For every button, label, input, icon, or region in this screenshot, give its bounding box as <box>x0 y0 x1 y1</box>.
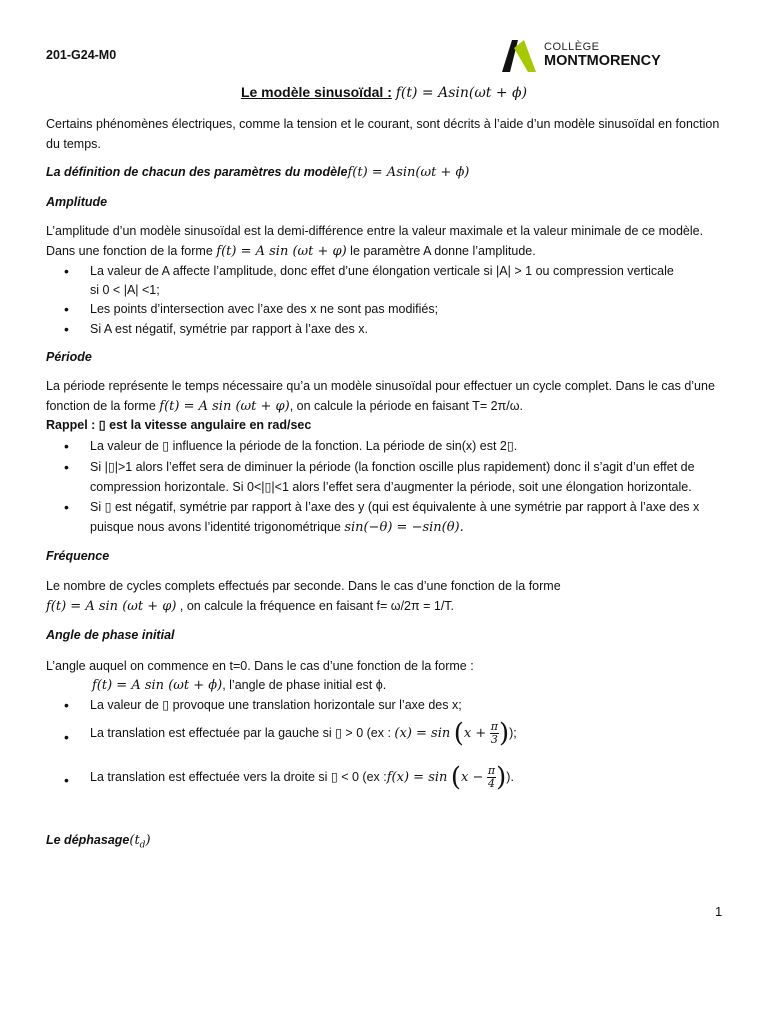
college-logo <box>500 38 680 74</box>
periode-bullet-3: Si ▯ est négatif, symétrie par rapport à l’axe des y (qui est équivalente à une symétrie par rapport à l’axe des x <box>90 500 700 514</box>
periode-bullet-1: La valeur de ▯ influence la période de la fonction. La période de sin(x) est 2▯. <box>90 439 518 453</box>
fraction-pi-over-3: $\frac{\pi}{3}$ <box>490 720 498 747</box>
amplitude-bullet-2: Les points d’intersection avec l’axe des x ne sont pas modifiés; <box>90 302 439 316</box>
course-code: 201-G24-M0 <box>46 48 117 62</box>
bullet-dot: • <box>64 321 69 337</box>
periode-rappel: Rappel : ▯ est la vitesse angulaire en rad/sec <box>46 418 312 432</box>
phase-bullet-1: La valeur de ▯ provoque une translation horizontale sur l’axe des x; <box>90 698 462 712</box>
amplitude-line1: L’amplitude d’un modèle sinusoïdal est la demi-différence entre la valeur maximale et la valeur minimale de ce modèle. <box>46 224 704 238</box>
amplitude-bullet-1-cont: si 0 < |A| <1; <box>90 283 160 297</box>
phase-line1: L’angle auquel on commence en t=0. Dans le cas d’une fonction de la forme : <box>46 659 474 673</box>
definition-heading: La définition de chacun des paramètres du modèlef(t) = Asin(ωt + ϕ) <box>46 165 470 180</box>
periode-bullet-3-cont: puisque nous avons l’identité trigonométrique sin(−θ) = −sin(θ). <box>90 520 464 535</box>
logo-line1: COLLÈGE <box>544 41 600 53</box>
bullet-dot: • <box>64 459 69 475</box>
dephasage-heading: Le $déphasage(t_d)$ <box>46 833 151 851</box>
phase-bullet-2: La translation est effectuée par la gauche si ▯ > 0 (ex : (x) = sin (x + $\frac{\pi}{3}$ )); <box>90 718 517 749</box>
bullet-dot: • <box>64 438 69 454</box>
bullet-dot: • <box>64 772 69 788</box>
frequence-formula: f(t) = A sin (ωt + φ) <box>46 599 177 614</box>
frequence-line2: f(t) = A sin (ωt + φ) , on calcule la fréquence en faisant f= ω/2π = 1/T. <box>46 599 455 614</box>
title-formula: f(t) = Asin(ωt + ϕ) <box>395 85 528 101</box>
amplitude-formula: f(t) = A sin (ωt + φ) <box>216 244 347 259</box>
periode-bullet-2: Si |▯|>1 alors l’effet sera de diminuer la période (la fonction oscille plus rapidement) donc il s’agit d’un effet de <box>90 460 695 474</box>
bullet-dot: • <box>64 729 69 745</box>
periode-heading: Période <box>46 350 92 364</box>
page-title <box>0 84 768 101</box>
phase-line2: f(t) = A sin (ωt + ϕ), l’angle de phase initial est ϕ. <box>92 678 387 693</box>
page-number: 1 <box>715 904 723 919</box>
phase-formula: f(t) = A sin (ωt + ϕ) <box>92 678 223 693</box>
phase-heading: Angle de phase initial <box>46 628 175 642</box>
definition-formula: f(t) = Asin(ωt + ϕ) <box>347 165 470 180</box>
amplitude-heading: Amplitude <box>46 195 108 209</box>
amplitude-bullet-1: La valeur de A affecte l’amplitude, donc effet d’une élongation verticale si |A| > 1 ou compression verticale <box>90 264 674 278</box>
bullet-dot: • <box>64 499 69 515</box>
periode-bullet-2-cont: compression horizontale. Si 0<|▯|<1 alors l’effet sera d’augmenter la période, soit une élongation horizontale. <box>90 480 692 494</box>
identity-formula: sin(−θ) = −sin(θ). <box>344 520 464 535</box>
bullet-dot: • <box>64 697 69 713</box>
phase-example-2-formula: f(x) = sin <box>386 770 448 785</box>
frequence-heading: Fréquence <box>46 549 110 563</box>
frequence-line1: Le nombre de cycles complets effectués par seconde. Dans le cas d’une fonction de la forme <box>46 579 561 593</box>
periode-line2: fonction de la forme f(t) = A sin (ωt + φ), on calcule la période en faisant T= 2π/ω. <box>46 399 523 414</box>
periode-formula: f(t) = A sin (ωt + φ) <box>159 399 290 414</box>
title-label: Le modèle sinusoïdal : <box>240 84 392 100</box>
fraction-pi-over-4: $\frac{\pi}{4}$ <box>487 764 496 791</box>
phase-bullet-3: La translation est effectuée vers la droite si ▯ < 0 (ex :f(x) = sin (x − $\frac{\pi}{4}$ )). <box>90 762 514 793</box>
phase-example-1-formula: (x) = sin <box>394 726 451 741</box>
logo-line2: MONTMORENCY <box>544 53 661 69</box>
bullet-dot: • <box>64 263 69 279</box>
bullet-dot: • <box>64 301 69 317</box>
logo-mark-icon <box>500 38 540 74</box>
amplitude-line2: Dans une fonction de la forme f(t) = A sin (ωt + φ) le paramètre A donne l’amplitude. <box>46 244 536 259</box>
intro-paragraph: Certains phénomènes électriques, comme la tension et le courant, sont décrits à l’aide d’un modèle sinusoïdal en fonction du temps. <box>46 117 720 151</box>
amplitude-bullet-3: Si A est négatif, symétrie par rapport à l’axe des x. <box>90 322 368 336</box>
periode-line1: La période représente le temps nécessaire qu’a un modèle sinusoïdal pour effectuer un cycle complet. Dans le cas d’une <box>46 379 715 393</box>
